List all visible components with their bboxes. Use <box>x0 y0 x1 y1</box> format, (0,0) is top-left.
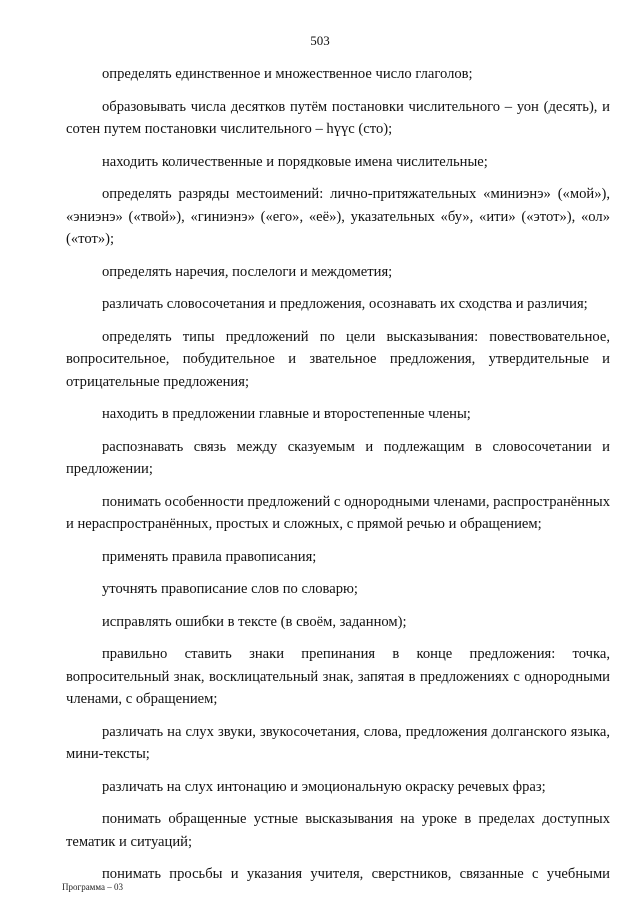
paragraph: определять единственное и множественное число глаголов; <box>102 66 473 82</box>
document-body <box>66 63 610 896</box>
paragraph: уточнять правописание слов по словарю; <box>102 581 358 597</box>
paragraph: определять типы предложений по цели высказывания: повествовательное, вопросительное, побудительное и звательное предложения, утвердительные и отрицательные предложения; <box>66 328 610 390</box>
paragraph: находить количественные и порядковые имена числительные; <box>102 153 488 170</box>
paragraph: правильно ставить знаки препинания в конце предложения: точка, вопросительный знак, восклицательный знак, запятая в предложениях с однородными членами, с обращением; <box>66 646 610 707</box>
paragraph: понимать особенности предложений с однородными членами, распространённых и нераспространённых, простых и сложных, с прямой речью и обращением; <box>66 493 610 532</box>
paragraph: различать словосочетания и предложения, осознавать их сходства и различия; <box>102 296 588 312</box>
paragraph: определять наречия, послелоги и междометия; <box>102 263 393 280</box>
paragraph: понимать обращенные устные высказывания на уроке в пределах доступных тематик и ситуаций; <box>66 811 610 850</box>
paragraph: различать на слух звуки, звукосочетания, слова, предложения долганского языка, мини-тексты; <box>66 723 610 762</box>
paragraph: распознавать связь между сказуемым и подлежащим в словосочетании и предложении; <box>66 438 610 477</box>
paragraph: определять разряды местоимений: лично-притяжательных «миниэнэ» («мой»), «эниэнэ» («твой»), «гиниэнэ» («его», «её»), указательных «бу», «ити» («этот»), «ол» («тот»); <box>66 186 610 247</box>
paragraph: исправлять ошибки в тексте (в своём, заданном); <box>102 613 407 630</box>
paragraph: понимать просьбы и указания учителя, сверстников, связанные с учебными <box>102 866 610 882</box>
paragraph: находить в предложении главные и второстепенные члены; <box>102 406 471 422</box>
paragraph: применять правила правописания; <box>102 548 317 565</box>
footer-program-label: Программа – 03 <box>62 882 124 892</box>
page-number: 503 <box>310 33 330 48</box>
paragraph: образовывать числа десятков путём постановки числительного – уон (десять), и сотен путем постановки числительного – һүүс (сто); <box>66 98 610 137</box>
paragraph: различать на слух интонацию и эмоциональную окраску речевых фраз; <box>102 778 546 795</box>
